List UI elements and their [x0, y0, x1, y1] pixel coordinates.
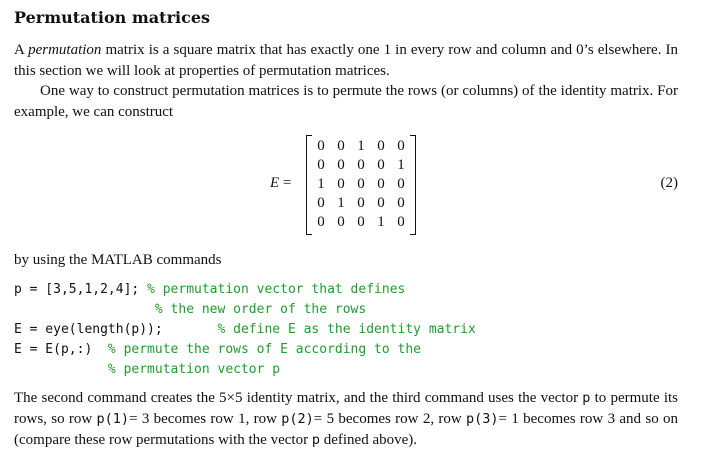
equation-lhs — [270, 175, 291, 192]
matrix-cell: 0 — [397, 138, 405, 154]
right-bracket — [410, 135, 416, 235]
intro-text-start: A — [14, 42, 29, 58]
equation-block — [0, 133, 702, 237]
code-comment: % permutation vector that defines — [147, 282, 406, 297]
inline-code: p — [582, 390, 591, 406]
code-comment: % define E as the identity matrix — [217, 322, 476, 337]
matrix-row — [311, 137, 413, 156]
matrix-cell: 0 — [317, 157, 325, 173]
matrix-symbol: E — [270, 175, 280, 191]
matrix-cell: 0 — [357, 214, 365, 230]
matrix-cell: 1 — [357, 138, 365, 154]
equals-sign: = — [282, 175, 292, 191]
explanation-paragraph — [14, 388, 678, 451]
code-line — [14, 342, 421, 357]
explanation-text: The second command creates the 5×5 identity matrix, and the third command uses the vector — [14, 390, 583, 406]
code-indent — [14, 302, 155, 317]
matrix-cell: 0 — [317, 214, 325, 230]
matrix-cell: 0 — [397, 195, 405, 211]
code-line — [14, 302, 366, 317]
matrix-cell: 0 — [357, 176, 365, 192]
construction-paragraph: One way to construct permutation matrices is to permute the rows (or columns) of the identity matrix. For example, we can construct — [14, 83, 678, 120]
code-line — [14, 282, 405, 297]
section-title: Permutation matrices — [14, 8, 210, 27]
matrix-cell: 1 — [337, 195, 345, 211]
matrix-cell: 0 — [377, 138, 385, 154]
matrix-cell: 0 — [337, 214, 345, 230]
matrix-cell: 0 — [337, 138, 345, 154]
code-indent — [14, 362, 108, 377]
code-text: p = [3,5,1,2,4]; — [14, 282, 148, 297]
matrix-cell: 0 — [317, 195, 325, 211]
code-text: E = eye(length(p)); — [14, 322, 218, 337]
matrix-cell: 0 — [357, 195, 365, 211]
matrix-cell: 0 — [377, 157, 385, 173]
explanation-text: to permute its rows, so row — [14, 390, 678, 427]
matrix-cell: 0 — [337, 157, 345, 173]
code-comment: % the new order of the rows — [154, 302, 367, 317]
code-line — [14, 362, 280, 377]
matrix-cell: 0 — [317, 138, 325, 154]
matrix-cell: 0 — [397, 214, 405, 230]
matrix-row — [311, 213, 413, 232]
matrix-cell: 1 — [317, 176, 325, 192]
explanation-text: defined above). — [319, 432, 418, 448]
matrix-row — [311, 194, 413, 213]
permutation-matrix — [311, 137, 413, 232]
code-text: E = E(p,:) — [14, 342, 108, 357]
matrix-cell: 0 — [377, 176, 385, 192]
intro-text-end: matrix is a square matrix that has exactly one 1 in every row and column and 0’s elsewhere. In this section we will look at properties of permutation matrices. — [14, 42, 678, 79]
matrix-cell: 0 — [357, 157, 365, 173]
inline-code: p(1) — [96, 411, 130, 427]
code-comment: % permute the rows of E according to the — [107, 342, 421, 357]
code-comment: % permutation vector p — [107, 362, 281, 377]
matrix-row — [311, 156, 413, 175]
matlab-code-block — [14, 280, 476, 380]
code-line — [14, 322, 476, 337]
matrix-cell: 0 — [377, 195, 385, 211]
inline-code: p(2) — [281, 411, 314, 427]
explanation-text: = 3 becomes row 1, row — [129, 411, 282, 427]
intro-paragraph — [14, 40, 678, 82]
matrix-cell: 1 — [397, 157, 405, 173]
inline-code: p — [311, 432, 320, 448]
matrix-cell: 0 — [397, 176, 405, 192]
matlab-intro-paragraph: by using the MATLAB commands — [14, 252, 222, 268]
inline-code: p(3) — [466, 411, 499, 427]
explanation-text: = 5 becomes row 2, row — [313, 411, 467, 427]
equation-number: (2) — [660, 175, 678, 191]
explanation-text: = 1 becomes row 3 and so on (compare these row permutations with the vector — [14, 411, 679, 448]
intro-term: permutation — [28, 42, 102, 58]
matrix-row — [311, 175, 413, 194]
matrix-cell: 1 — [377, 214, 385, 230]
matrix-cell: 0 — [337, 176, 345, 192]
